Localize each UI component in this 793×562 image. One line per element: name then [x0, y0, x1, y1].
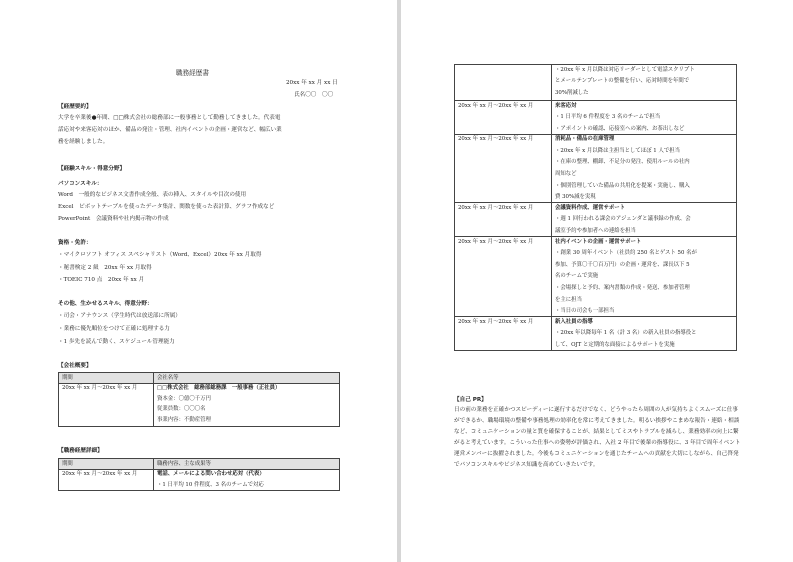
row-line: 名のチームで実施	[555, 273, 599, 280]
company-info-cell	[154, 383, 340, 426]
other-skill-line: ・司会・アナウンス（学生時代は放送部に所属）	[58, 313, 181, 319]
row-line: を主に担当	[555, 296, 582, 303]
row-period	[455, 65, 552, 101]
skills-heading: 【経験スキル・得意分野】	[58, 166, 126, 172]
document-page-right	[401, 0, 793, 562]
row-line: 費 30%減を実現	[555, 194, 596, 201]
row-line: ・当日の司会も一部担当	[555, 308, 615, 315]
row-line: 議室予約や参加者への連絡を担当	[555, 228, 636, 235]
detail-table	[58, 458, 340, 491]
row-content-cell	[552, 317, 737, 351]
company-name: □□株式会社 総務部総務課 一般事務（正社員）	[157, 385, 281, 392]
summary-heading: 【経歴要約】	[58, 104, 92, 110]
row-line: ・20xx 年 x 月以降は対応リーダーとして電話スクリプト	[555, 66, 695, 73]
other-skill-line: ・業務に優先順位をつけて正確に処理する力	[58, 326, 170, 332]
row-title: 消耗品・備品の在庫管理	[555, 136, 615, 143]
row-line: とメールテンプレートの整備を行い、応対時間を年間で	[555, 78, 690, 85]
row-line: して、OJT と定期的な面接によるサポートを実施	[555, 341, 675, 348]
detail-line: ・1 日平均 10 件程度、3 名のチームで対応	[157, 481, 264, 488]
pc-skill-line: Excel ピボットテーブルを使ったデータ集計、関数を使った表計算、グラフ作成など	[58, 204, 275, 210]
cert-line: ・マイクロソフト オフィス スペシャリスト（Word、Excel）20xx 年 xx 月取得	[58, 252, 262, 258]
company-col-name: 会社名等	[154, 373, 340, 384]
pc-skill-line: PowerPoint 会議資料や社内掲示物の作成	[58, 216, 169, 222]
detail-heading: 【職務経歴詳細】	[58, 448, 103, 454]
row-content-cell	[552, 101, 737, 135]
company-col-period: 期間	[59, 373, 154, 384]
summary-line: 話応対や来客応対のほか、備品の発注・管理、社内イベントの企画・運営など、幅広い業	[58, 127, 282, 133]
row-period: 20xx 年 xx 月～20xx 年 xx 月	[455, 237, 552, 317]
row-content-cell	[552, 203, 737, 237]
detail-title: 電話、メールによる問い合わせ応対（代表）	[157, 471, 265, 478]
company-employees: 従業員数：〇〇〇名	[157, 406, 206, 413]
row-period: 20xx 年 xx 月～20xx 年 xx 月	[455, 101, 552, 135]
self-pr-heading: 【自己 PR】	[454, 397, 487, 403]
row-line: 周知など	[555, 171, 577, 178]
company-table	[58, 372, 340, 427]
summary-line: 務を経験しました。	[58, 139, 109, 145]
applicant-name: 氏名〇〇 〇〇	[294, 92, 334, 98]
row-period: 20xx 年 xx 月～20xx 年 xx 月	[455, 203, 552, 237]
company-business: 事業内容：不動産管理	[157, 416, 211, 423]
row-title: 新入社員の指導	[555, 318, 593, 325]
row-line: ・会場探しと予約、案内書類の作成・発送、参加者管理	[555, 285, 690, 291]
row-line: ・個別管理していた備品の共用化を提案・実施し、購入	[555, 182, 690, 189]
row-period: 20xx 年 xx 月～20xx 年 xx 月	[455, 134, 552, 203]
detail-table-continued	[454, 64, 737, 351]
row-content-cell	[552, 237, 737, 317]
row-line: ・創業 30 周年イベント（社員約 250 名とゲスト 50 名が	[555, 250, 697, 257]
company-capital: 資本金：〇億〇千万円	[157, 395, 211, 402]
row-line: ・アポイントの確認、応接室への案内、お茶出しなど	[555, 125, 685, 132]
company-period: 20xx 年 xx 月～20xx 年 xx 月	[59, 383, 154, 426]
cert-line: ・秘書検定 2 級 20xx 年 xx 月取得	[58, 265, 152, 271]
row-title: 社内イベントの企画・運営サポート	[555, 238, 642, 245]
document-title: 職務経歴書	[176, 69, 209, 77]
row-content-cell	[552, 65, 737, 101]
cert-line: ・TOEIC 710 点 20xx 年 xx 月	[58, 277, 145, 283]
cert-heading: 資格・免許：	[58, 240, 92, 246]
row-period: 20xx 年 xx 月～20xx 年 xx 月	[455, 317, 552, 351]
summary-line: 大学を卒業後●年間、□□株式会社の総務部に一般事務として勤務してきました。代表電	[58, 115, 281, 121]
row-line: ・週 1 回行われる課会のアジェンダと議事録の作成、会	[555, 216, 691, 223]
row-line: 参加、予算〇千〇百万円）の企画・運営を、課長以下 5	[555, 261, 690, 268]
row-line: ・20xx 年以降毎年 1 名（計 3 名）の新入社員の指導役と	[555, 330, 697, 337]
detail-col-content: 職務内容、主な成果等	[154, 459, 340, 470]
row-line: ・在庫の整理、棚卸、不足分の発注、使用ルールの社内	[555, 159, 690, 166]
document-date: 20xx 年 xx 月 xx 日	[286, 80, 338, 86]
other-skills-heading: その他、生かせるスキル、得意分野：	[58, 301, 153, 307]
self-pr-text: 日の前の業務を正確かつスピーディーに遂行するだけでなく、どうやったら周囲の人が気持ちよくスムーズに仕事ができるか、職場環境の整備や事務処理の効率化を常に考えてきました。明るい挨拶やこまめな報告・連絡・相談など、コミュニケーションの量と質を確保することが、結果としてミスやトラブルを減らし、業務効率の向上に繋がると考えています。こういった仕事への姿勢が評価され、入社 2 年目で後輩の指導役に、3 年目で周年イベント運営メンバーに抜擢されました。今後もコミュニケーションを通じたチームへの貢献を大切にしながら、自己啓発でパソコンスキルやビジネス知識を高めていきたいです。	[454, 407, 741, 468]
other-skill-line: ・1 歩先を読んで動く、スケジュール管理能力	[58, 339, 175, 345]
company-heading: 【会社概要】	[58, 363, 92, 369]
row-content-cell	[552, 134, 737, 203]
detail-content-cell	[154, 469, 340, 490]
pc-skills-heading: パソコンスキル：	[58, 181, 103, 187]
detail-col-period: 期間	[59, 459, 154, 470]
row-title: 会議資料作成、運営サポート	[555, 204, 626, 211]
detail-period: 20xx 年 xx 月～20xx 年 xx 月	[59, 469, 154, 490]
row-line: 30%削減した	[555, 89, 589, 96]
row-title: 来客応対	[555, 102, 577, 109]
pc-skill-line: Word 一般的なビジネス文書作成全般、表の挿入、スタイルや目次の使用	[58, 192, 247, 198]
row-line: ・1 日平均 6 件程度を 3 名のチームで担当	[555, 114, 661, 121]
row-line: ・20xx 年 x 月以降は主担当としてほぼ 1 人で担当	[555, 147, 681, 154]
